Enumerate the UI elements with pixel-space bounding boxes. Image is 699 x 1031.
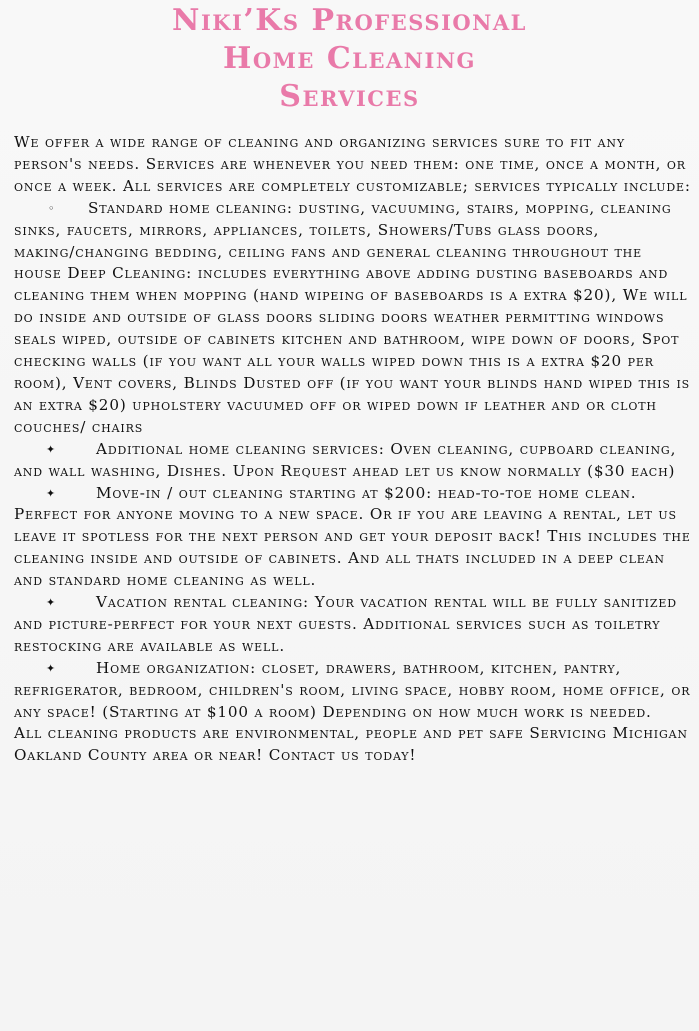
star-bullet-icon: ✦ [46, 661, 57, 675]
title-line-3: Services [279, 79, 420, 114]
service-item-vacation-rental [14, 592, 694, 658]
services-body [14, 132, 694, 767]
star-bullet-icon: ✦ [46, 596, 57, 610]
service-item-text: Home organization: closet, drawers, bathroom, kitchen, pantry, refrigerator, bedroom, children's room, living space, hobby room, home office, or any space! (Starting at $100 a room) Depending on how much work is needed. [14, 658, 691, 721]
service-item-text: Vacation rental cleaning: Your vacation rental will be fully sanitized and picture-perfect for your next guests. Additional services such as toiletry restocking are available as well. [14, 593, 677, 655]
service-item-text: Standard home cleaning: dusting, vacuuming, stairs, mopping, cleaning sinks, faucets, mirrors, appliances, toilets, Showers/Tubs glass doors, making/changing bedding, ceiling fans and general cleaning throughout the house Deep Cleaning: includes everything above adding dusting baseboards and cleaning them when mopping (hand wipeing of baseboards is a extra $20), We will do inside and outside of glass doors sliding doors weather permitting windows seals wiped, outside of cabinets kitchen and bathroom, wipe down of doors, Spot checking walls (if you want all your walls wiped down this is a extra $20 per room), Vent covers, Blinds Dusted off (if you want your blinds hand wiped this is an extra $20) upholstery vacuumed off or wiped down if leather and or cloth couches/ chairs [14, 198, 691, 436]
title-line-2: Home Cleaning [223, 41, 476, 76]
star-bullet-icon: ✦ [46, 486, 57, 500]
service-item-standard-cleaning [14, 198, 694, 439]
intro-paragraph: We offer a wide range of cleaning and organizing services sure to fit any person's needs. Services are whenever you need them: one time, once a month, or once a week. All services are completely customizable; services typically include: [14, 133, 691, 195]
service-item-move-in-out [14, 483, 694, 593]
closing-paragraph: All cleaning products are environmental, people and pet safe Servicing Michigan Oakland County area or near! Contact us today! [14, 724, 688, 765]
star-bullet-icon: ✦ [46, 442, 57, 456]
service-item-text: Additional home cleaning services: Oven cleaning, cupboard cleaning, and wall washing, Dishes. Upon Request ahead let us know normally ($30 each) [14, 439, 677, 480]
service-item-additional [14, 439, 694, 483]
service-item-home-organization [14, 658, 694, 724]
title-line-1: Niki’Ks Professional [172, 3, 527, 38]
page-title [0, 0, 699, 116]
service-item-text: Move-in / out cleaning starting at $200: head-to-toe home clean. Perfect for anyone moving to a new space. Or if you are leaving a rental, let us leave it spotless for the next person and get your deposit back! This includes the cleaning inside and outside of cabinets. And all thats included in a deep clean and standard home cleaning as well. [14, 483, 691, 590]
hollow-bullet-icon: ◦ [48, 201, 56, 215]
